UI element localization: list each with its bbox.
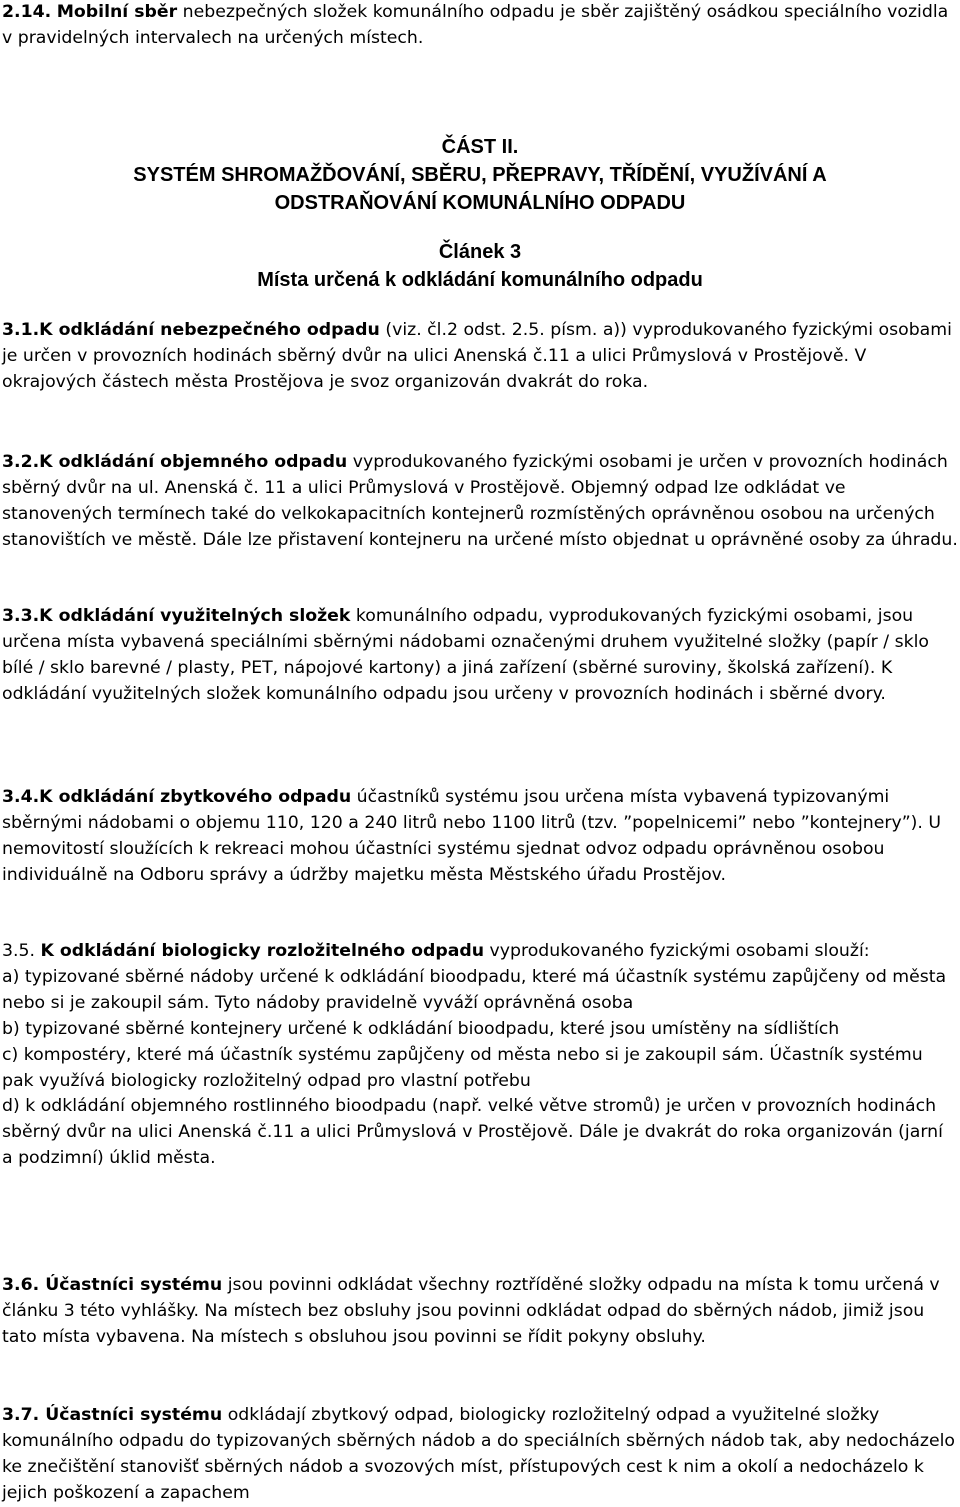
paragraph-heading: Mobilní sběr: [56, 2, 178, 22]
paragraph-3-7: [2, 1403, 958, 1507]
paragraph-number: 3.7.: [2, 1405, 46, 1425]
paragraph-heading: K odkládání biologicky rozložitelného odpadu: [40, 941, 485, 961]
paragraph-3-4: [2, 785, 958, 889]
part-title-line-1: SYSTÉM SHROMAŽĎOVÁNÍ, SBĚRU, PŘEPRAVY, TŘÍDĚNÍ, VYUŽÍVÁNÍ A: [133, 164, 827, 186]
paragraph-text: jsou povinni odkládat všechny roztříděné složky odpadu na místa k tomu určená v článku 3 této vyhlášky. Na místech bez obsluhy jsou povinni odkládat odpad do sběrných nádob, jimiž jsou tato místa vybavena. Na místech s obsluhou jsou povinni se řídit pokyny obsluhy.: [2, 1275, 940, 1347]
paragraph-heading: Účastníci systému: [45, 1405, 223, 1425]
paragraph-text: vyprodukovaného fyzickými osobami slouží:: [484, 941, 870, 961]
paragraph-number: 3.6.: [2, 1275, 46, 1295]
paragraph-text: odkládají zbytkový odpad, biologicky rozložitelný odpad a využitelné složky komunálního odpadu do typizovaných sběrných nádob a do speciálních sběrných nádob tak, aby nedocházelo ke znečištění stanovišť sběrných nádob a svozových míst, přístupových cest k nim a okolí a nedocházelo k jejich poškození a zapachem: [2, 1405, 955, 1503]
part-heading: [2, 133, 958, 217]
paragraph-3-6: [2, 1273, 958, 1351]
paragraph-heading: 3.3.K odkládání využitelných složek: [2, 606, 351, 626]
list-item-a: a) typizované sběrné nádoby určené k odkládání bioodpadu, které má účastník systému zapůjčeny od města nebo si je zakoupil sám. Tyto nádoby pravidelně vyváží oprávněná osoba: [2, 966, 947, 1013]
paragraph-2-14: [2, 0, 958, 52]
list-item-c: c) kompostéry, které má účastník systému zapůjčeny od města nebo si je zakoupil sám. Účastník systému pak využívá biologicky rozložitelný odpad pro vlastní potřebu: [2, 1044, 923, 1091]
paragraph-heading: 3.4.K odkládání zbytkového odpadu: [2, 787, 352, 807]
paragraph-heading: 3.1.K odkládání nebezpečného odpadu: [2, 320, 380, 340]
paragraph-3-1: [2, 318, 958, 396]
part-title: ČÁST II.: [441, 136, 519, 158]
paragraph-3-3: [2, 604, 958, 708]
list-item-b: b) typizované sběrné kontejnery určené k odkládání bioodpadu, které jsou umístěny na sídlištích: [2, 1018, 840, 1039]
paragraph-3-5: [2, 939, 958, 1172]
article-heading: [2, 238, 958, 294]
paragraph-number: 2.14.: [2, 2, 52, 22]
paragraph-text: vyprodukovaného fyzickými osobami je určen v provozních hodinách sběrný dvůr na ul. Anenská č. 11 a ulici Průmyslová v Prostějově. Objemný odpad lze odkládat ve stanovených termínech také do velkokapacitních kontejnerů rozmístěných oprávněnou osobou na určených stanovištích ve městě. Dále lze přistavení kontejneru na určené místo objednat u oprávněné osoby za úhradu.: [2, 452, 958, 550]
paragraph-heading: 3.2.K odkládání objemného odpadu: [2, 452, 348, 472]
paragraph-text: účastníků systému jsou určena místa vybavená typizovanými sběrnými nádobami o objemu 110, 120 a 240 litrů nebo 1100 litrů (tzv. ”popelnicemi” nebo ”kontejnery”). U nemovitostí sloužících k rekreaci mohou účastníci systému sjednat odvoz odpadu oprávněnou osobou individuálně na Odboru správy a údržby majetku města Městského úřadu Prostějov.: [2, 787, 942, 885]
paragraph-number: 3.5.: [2, 941, 41, 961]
paragraph-text: komunálního odpadu, vyprodukovaných fyzickými osobami, jsou určena místa vybavená speciálními sběrnými nádobami označenými druhem využitelné složky (papír / sklo bílé / sklo barevné / plasty, PET, nápojové kartony) a jiná zařízení (sběrné suroviny, školská zařízení). K odkládání využitelných složek komunálního odpadu jsou určeny v provozních hodinách i sběrné dvory.: [2, 606, 929, 704]
paragraph-text: nebezpečných složek komunálního odpadu je sběr zajištěný osádkou speciálního vozidla v pravidelných intervalech na určených místech.: [2, 2, 949, 48]
list-item-d: d) k odkládání objemného rostlinného bioodpadu (např. velké větve stromů) je určen v provozních hodinách sběrný dvůr na ulici Anenská č.11 a ulici Průmyslová v Prostějově. Dále je dvakrát do roka organizován (jarní a podzimní) úklid města.: [2, 1096, 943, 1169]
paragraph-text: (viz. čl.2 odst. 2.5. písm. a)) vyprodukovaného fyzickými osobami je určen v provozních hodinách sběrný dvůr na ulici Anenská č.11 a ulici Průmyslová v Prostějově. V okrajových částech města Prostějova je svoz organizován dvakrát do roka.: [2, 320, 952, 392]
article-title: Článek 3: [438, 241, 522, 263]
paragraph-3-2: [2, 450, 958, 554]
article-subtitle: Místa určená k odkládání komunálního odpadu: [257, 269, 703, 291]
part-title-line-2: ODSTRAŇOVÁNÍ KOMUNÁLNÍHO ODPADU: [274, 192, 686, 214]
paragraph-heading: Účastníci systému: [45, 1275, 223, 1295]
